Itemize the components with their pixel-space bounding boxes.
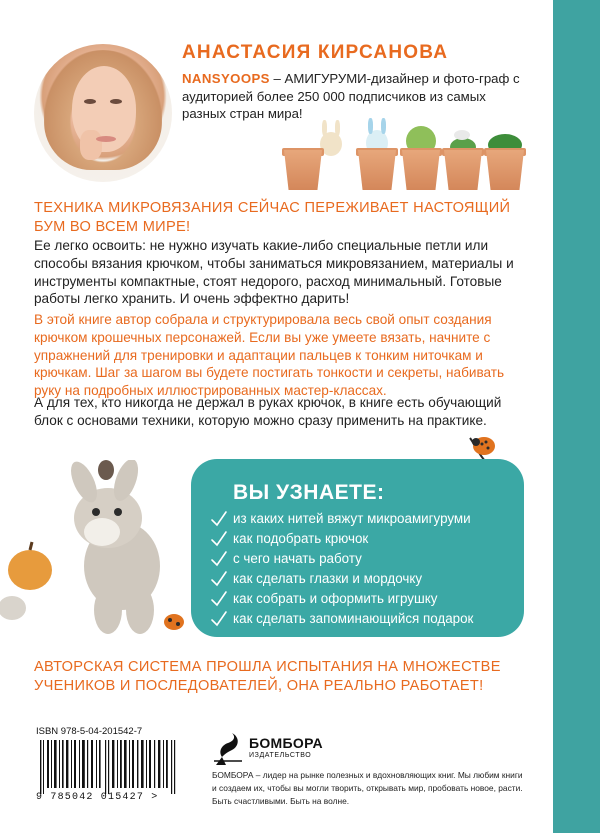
learn-item-text: из каких нитей вяжут микроамигуруми [233, 511, 471, 526]
learn-item-text: как сделать запоминающийся подарок [233, 611, 474, 626]
isbn-label: ISBN 978-5-04-201542-7 [36, 726, 143, 737]
learn-item [205, 509, 473, 529]
bottom-claim: АВТОРСКАЯ СИСТЕМА ПРОШЛА ИСПЫТАНИЯ НА МНОЖЕСТВЕ УЧЕНИКОВ И ПОСЛЕДОВАТЕЛЕЙ, ОНА РЕАЛЬНО РАБОТАЕТ! [34, 659, 501, 694]
isbn-block [36, 726, 184, 806]
publisher-logo [212, 729, 352, 769]
learn-item-text: как подобрать крючок [233, 531, 369, 546]
learn-item [205, 609, 473, 629]
paragraph-beginners: А для тех, кто никогда не держал в руках крючок, в книге есть обучающий блок с основами техники, которую можно сразу применить на практике. [34, 395, 502, 428]
check-icon [209, 549, 229, 569]
author-brand: NANSYOOPS [182, 71, 270, 86]
author-bio-text: – АМИГУРУМИ-дизайнер и фото-граф с аудиторией более 250 000 подписчиков из самых разных стран мира! [182, 71, 520, 121]
check-icon [209, 529, 229, 549]
publisher-subtitle: ИЗДАТЕЛЬСТВО [249, 752, 312, 759]
paragraph-book-summary: В этой книге автор собрала и структурировала весь свой опыт создания крючком крошечных персонажей. Если вы уже умеете вязать, начните с упражнений для тренировки и адаптации пальцев к тонким ниточкам и крючкам. Шаг за шагом вы будете постигать тонкости и секреты, набивать руку на подробных иллюстрированных мастер-классах. [34, 312, 505, 399]
learn-item [205, 569, 473, 589]
donkey-toy-illustration [0, 460, 200, 650]
author-name: АНАСТАСИЯ КИРСАНОВА [182, 42, 449, 63]
bombora-logo-icon [212, 731, 244, 767]
author-photo [34, 44, 172, 182]
learn-item-text: как сделать глазки и мордочку [233, 571, 423, 586]
publisher-name: БОМБОРА [249, 735, 323, 751]
publisher-description: БОМБОРА – лидер на рынке полезных и вдохновляющих книг. Мы любим книги и создаем их, чтобы вы могли творить, открывать мир, пробовать новое, расти. Быть счастливыми. Быть на волне. [212, 770, 523, 806]
barcode-digits: 9 785042 015427 > [36, 792, 159, 803]
book-spine [553, 0, 600, 833]
learn-item [205, 549, 473, 569]
paragraph-intro: Ее легко освоить: не нужно изучать какие-либо специальные петли или способы вязания крючком, чтобы заниматься микровязанием, материалы и инструменты компактные, стоят недорого, расход минимальный. Готовые работы легко хранить. И очень эффектно дарить! [34, 238, 514, 307]
check-icon [209, 589, 229, 609]
learn-item-text: как собрать и оформить игрушку [233, 591, 438, 606]
check-icon [209, 509, 229, 529]
learn-item [205, 589, 473, 609]
learn-list [205, 509, 473, 629]
barcode [38, 740, 182, 794]
check-icon [209, 569, 229, 589]
learn-item-text: с чего начать работу [233, 551, 362, 566]
learn-title: ВЫ УЗНАЕТЕ: [233, 481, 385, 504]
potted-toys-illustration [282, 118, 532, 190]
check-icon [209, 609, 229, 629]
author-bio [182, 70, 522, 123]
headline: ТЕХНИКА МИКРОВЯЗАНИЯ СЕЙЧАС ПЕРЕЖИВАЕТ НАСТОЯЩИЙ БУМ ВО ВСЕМ МИРЕ! [34, 200, 511, 235]
learn-item [205, 529, 473, 549]
you-will-learn-box [191, 459, 524, 637]
